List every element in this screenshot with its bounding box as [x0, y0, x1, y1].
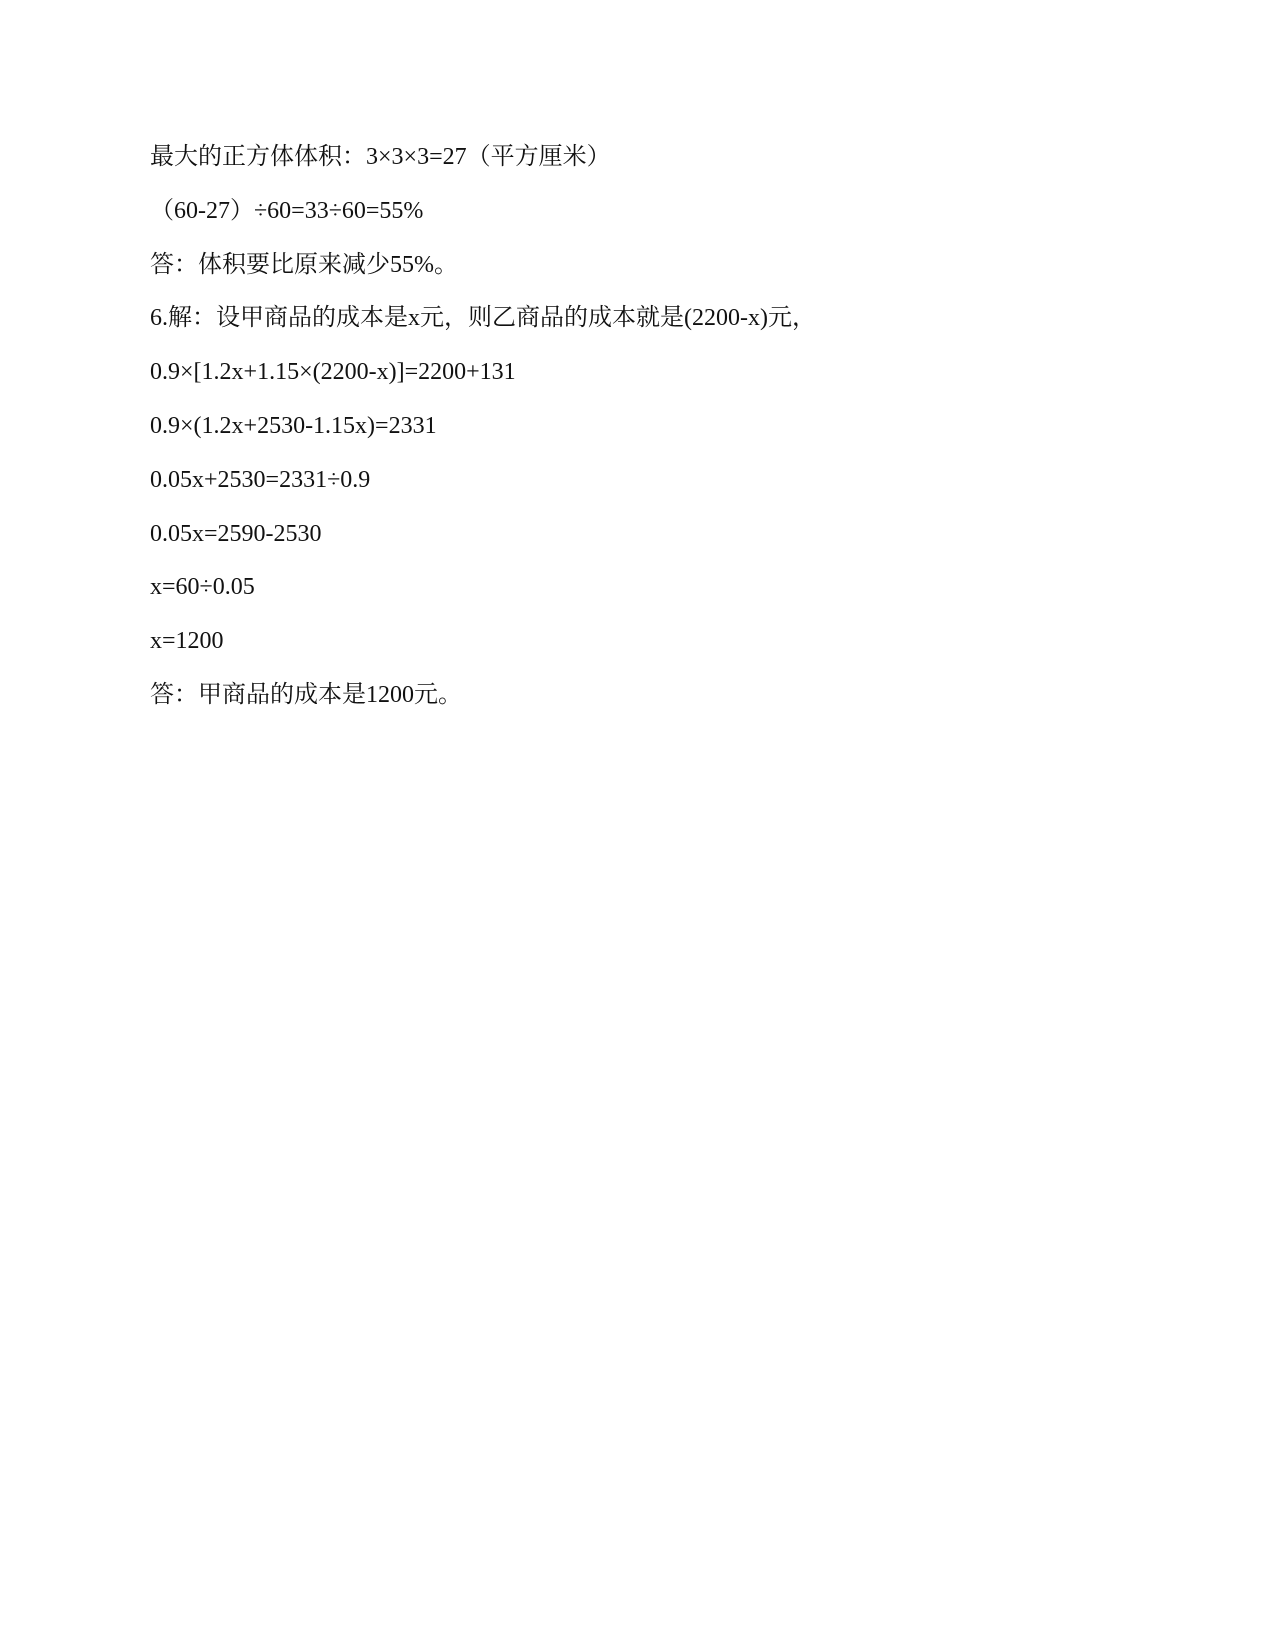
- equation-line: 0.9×(1.2x+2530-1.15x)=2331: [150, 412, 437, 439]
- percent-calc-line: （60-27）÷60=33÷60=55%: [150, 197, 424, 224]
- equation-line: 0.05x+2530=2331÷0.9: [150, 466, 371, 493]
- equation-line: 0.05x=2590-2530: [150, 520, 322, 547]
- answer-cost-line: 答：甲商品的成本是1200元。: [150, 681, 462, 708]
- cube-volume-line: 最大的正方体体积：3×3×3=27（平方厘米）: [150, 144, 611, 170]
- equation-line: 0.9×[1.2x+1.15×(2200-x)]=2200+131: [150, 359, 516, 386]
- equation-line: x=60÷0.05: [150, 574, 255, 601]
- answer-volume-line: 答：体积要比原来减少55%。: [150, 251, 458, 278]
- solution-text: [150, 142, 1150, 734]
- problem-6-setup-line: 6.解：设甲商品的成本是x元，则乙商品的成本就是(2200-x)元，: [150, 305, 816, 332]
- equation-line: x=1200: [150, 628, 224, 655]
